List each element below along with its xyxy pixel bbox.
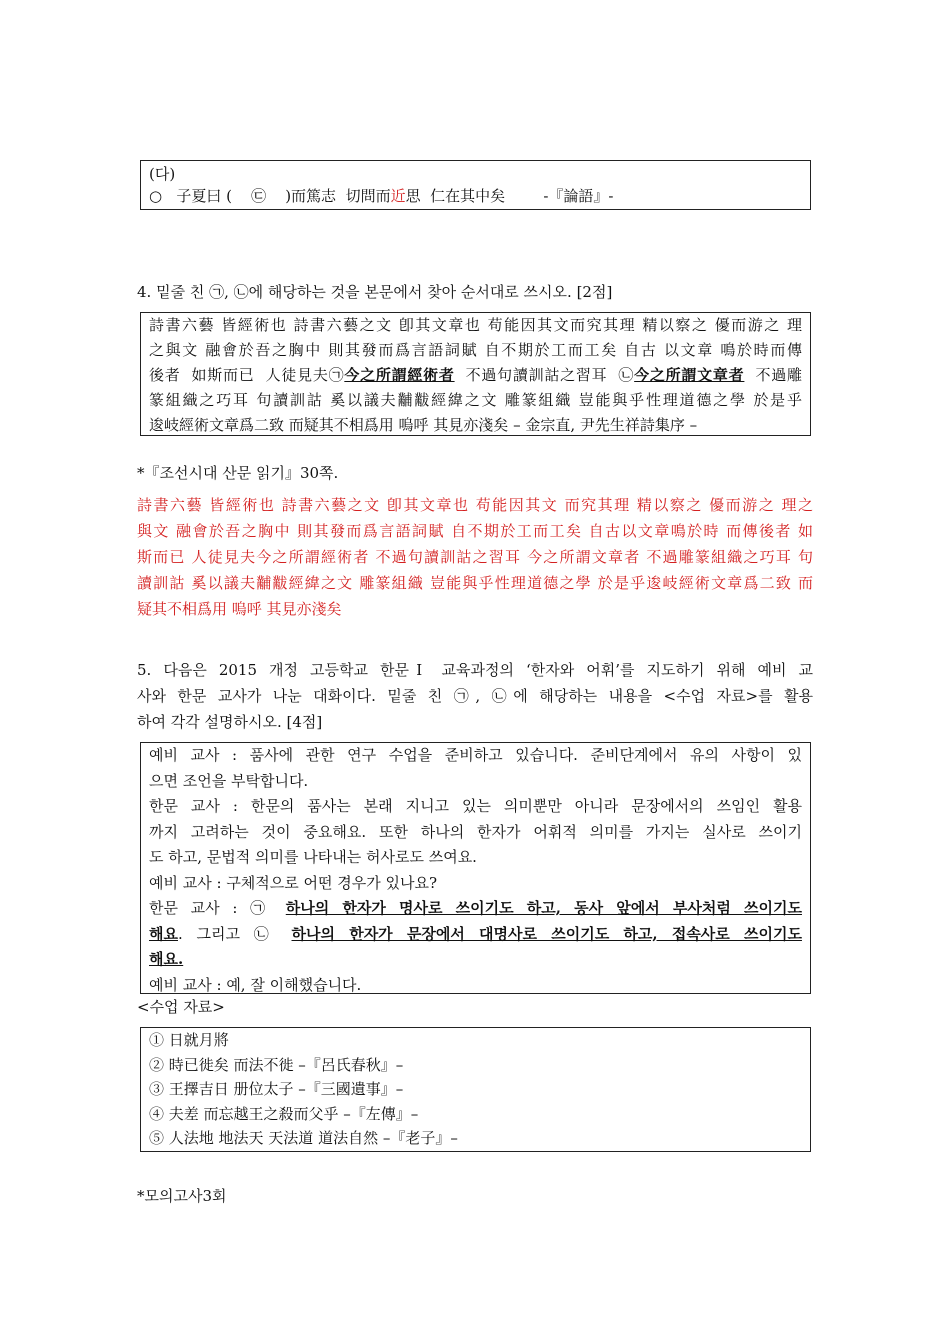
q4-answer bbox=[137, 492, 813, 622]
box-da-label: (다) bbox=[149, 165, 176, 183]
dialogue-line: 예비 교사 : 예, 잘 이해했습니다. bbox=[149, 975, 362, 994]
mark-1: ㉠ bbox=[328, 366, 345, 384]
underline-2b: 해요. bbox=[149, 950, 184, 968]
material-item: ④ 夫差 而忘越王之殺而父乎 –『左傳』– bbox=[149, 1104, 419, 1123]
material-item: ⑤ 人法地 地法天 天法道 道法自然 –『老子』– bbox=[149, 1129, 458, 1148]
bullet: ○ bbox=[149, 187, 163, 205]
mark-2: ㉡ bbox=[618, 366, 635, 384]
answer-line: 詩書六藝 皆經術也 詩書六藝之文 卽其文章也 苟能因其文 而究其理 精以察之 優而游之 理之 bbox=[137, 496, 813, 514]
dialogue-line-underlined bbox=[149, 947, 802, 973]
q4-passage-box bbox=[140, 312, 811, 436]
mark-1: ㉠ bbox=[250, 899, 274, 917]
material-item: ② 時已徙矣 而法不徙 –『呂氏春秋』– bbox=[149, 1055, 404, 1074]
answer-line: 疑其不相爲用 嗚呼 其見亦淺矣 bbox=[137, 600, 342, 618]
q5-dialogue-box bbox=[140, 742, 811, 994]
da-prefix: 子夏曰 ( bbox=[176, 187, 233, 205]
answer-line: 與文 融會於吾之胸中 則其發而爲言語詞賦 自不期於工而工矣 自古以文章鳴於時 而傳後者 如 bbox=[137, 522, 813, 540]
q5-prompt-line: 5. 다음은 2015 개정 고등학교 한문Ⅰ 교육과정의 ‘한자와 어휘’를 지도하기 위해 예비 교 bbox=[137, 661, 813, 679]
q5-materials-box bbox=[140, 1027, 811, 1152]
dialogue-line: 으면 조언을 부탁합니다. bbox=[149, 771, 309, 790]
underline-2a: 하나의 한자가 문장에서 대명사로 쓰이기도 하고, 접속사로 쓰이기도 bbox=[291, 924, 802, 943]
dialogue-line: 도 하고, 문법적 의미를 나타내는 허사로도 쓰여요. bbox=[149, 848, 477, 866]
material-item: ③ 王擇吉日 册位太子 –『三國遺事』– bbox=[149, 1080, 404, 1099]
dialogue-line: 예비 교사 : 구체적으로 어떤 경우가 있나요? bbox=[149, 873, 438, 892]
q5-prompt-line: 하여 각각 설명하시오. [4점] bbox=[137, 713, 323, 731]
q5-footnote: *모의고사3회 bbox=[137, 1187, 227, 1205]
q4-passage-line: 逡岐經術文章爲二致 而疑其不相爲用 嗚呼 其見亦淺矣 – 金宗直, 尹先生祥詩集序 – bbox=[149, 416, 698, 434]
q5-prompt bbox=[137, 657, 813, 735]
q4-source-note: *『조선시대 산문 읽기』30쪽. bbox=[137, 464, 339, 482]
q4-passage-line-underlined: 後者 如斯而已 人徒見夫㉠今之所謂經術者 不過句讀訓詁之習耳 ㉡今之所謂文章者 不過雕 bbox=[149, 366, 802, 384]
material-item: ① 日就月將 bbox=[149, 1031, 229, 1049]
q5-prompt-line: 사와 한문 교사가 나눈 대화이다. 밑줄 친 ㉠, ㉡에 해당하는 내용을 <수업 자료>를 활용 bbox=[137, 687, 813, 705]
mark-2: ㉡ bbox=[253, 924, 278, 943]
q4-passage-line: 之與文 融會於吾之胸中 則其發而爲言語詞賦 自不期於工而工矣 自古 以文章 鳴於時而傳 bbox=[149, 341, 802, 359]
underline-1a: 하나의 한자가 명사로 쓰이기도 하고, 동사 앞에서 부사처럼 쓰이기도 bbox=[285, 899, 802, 917]
underline-2: 今之所謂文章者 bbox=[634, 366, 745, 384]
q4-prompt: 4. 밑줄 친 ㉠, ㉡에 해당하는 것을 본문에서 찾아 순서대로 쓰시오. [2점] bbox=[137, 283, 613, 301]
underline-1b: 해요 bbox=[149, 924, 178, 943]
box-da-line bbox=[149, 185, 802, 207]
da-red-char: 近 bbox=[390, 187, 406, 205]
dialogue-line-underlined: 한문 교사 : ㉠ 하나의 한자가 명사로 쓰이기도 하고, 동사 앞에서 부사처럼 쓰이기도 bbox=[149, 899, 802, 917]
da-mid: )而篤志 切問而 bbox=[285, 187, 391, 205]
da-suffix: 思 仁在其中矣 bbox=[405, 187, 506, 205]
q5-material-label: <수업 자료> bbox=[137, 998, 225, 1016]
da-mark: ㉢ bbox=[251, 187, 267, 205]
answer-line: 斯而已 人徒見夫今之所謂經術者 不過句讀訓詁之習耳 今之所謂文章者 不過雕篆組織之巧耳 句 bbox=[137, 548, 813, 566]
da-source: -『論語』- bbox=[543, 187, 614, 205]
dialogue-line: 한문 교사 : 한문의 품사는 본래 지니고 있는 의미뿐만 아니라 문장에서의 쓰임인 활용 bbox=[149, 797, 802, 815]
dialogue-line-underlined: 해요. 그리고 ㉡ 하나의 한자가 문장에서 대명사로 쓰이기도 하고, 접속사로 쓰이기도 bbox=[149, 924, 802, 943]
q4-passage-line: 詩書六藝 皆經術也 詩書六藝之文 卽其文章也 苟能因其文而究其理 精以察之 優而游之 理 bbox=[149, 316, 802, 334]
box-da bbox=[140, 160, 811, 210]
answer-line: 讀訓詁 奚以議夫黼黻經緯之文 雕篆組織 豈能與乎性理道德之學 於是乎逡岐經術文章爲二致 而 bbox=[137, 574, 813, 592]
dialogue-line: 까지 고려하는 것이 중요해요. 또한 하나의 한자가 어휘적 의미를 가지는 실사로 쓰이기 bbox=[149, 822, 802, 841]
underline-1: 今之所謂經術者 bbox=[344, 366, 455, 384]
q4-passage-line: 篆組織之巧耳 句讀訓詁 奚以議夫黼黻經緯之文 雕篆組織 豈能與乎性理道德之學 於是乎 bbox=[149, 391, 802, 409]
dialogue-line: 예비 교사 : 품사에 관한 연구 수업을 준비하고 있습니다. 준비단계에서 유의 사항이 있 bbox=[149, 746, 802, 764]
